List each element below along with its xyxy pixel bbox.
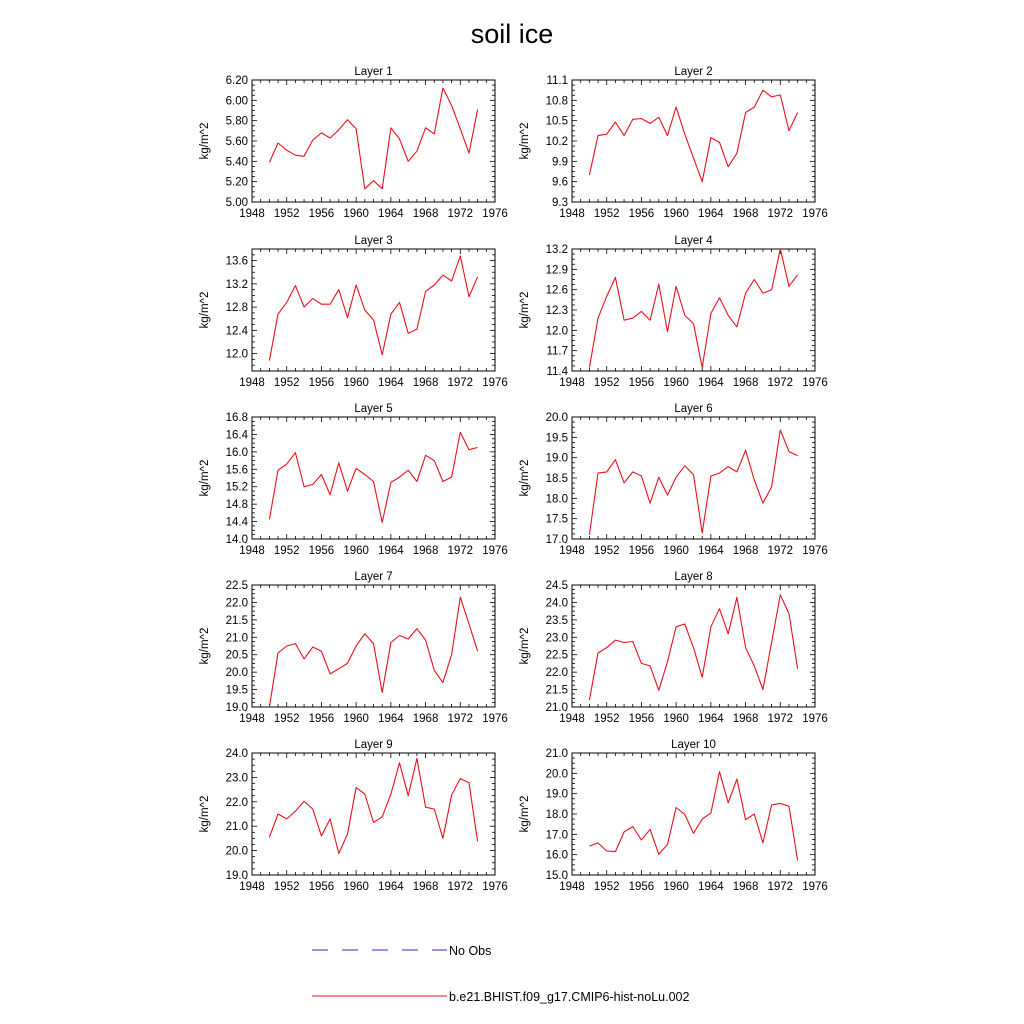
panel-7-ytick-label: 22.5	[225, 580, 248, 592]
panel-4-ytick-label: 11.4	[546, 366, 568, 378]
panel-9	[199, 739, 508, 893]
panel-7-xtick-label: 1956	[308, 713, 335, 725]
panel-7-ytick-label: 19.5	[225, 684, 248, 697]
panel-7-ytick-label: 19.0	[225, 702, 248, 714]
panel-4-xtick-label: 1968	[732, 377, 759, 389]
panel-10-series-line	[589, 772, 797, 861]
panel-7	[199, 571, 508, 725]
panel-4-series-line	[589, 249, 797, 368]
panel-6	[519, 403, 828, 557]
panel-3-series-line	[269, 256, 477, 361]
panel-8-ytick-label: 23.5	[545, 614, 568, 627]
panel-7-title: Layer 7	[354, 571, 393, 583]
panel-6-xtick-label: 1964	[698, 545, 724, 557]
panel-5-xtick-label: 1968	[412, 545, 439, 557]
panel-1-title: Layer 1	[354, 66, 393, 78]
panel-7-ytick-label: 20.0	[225, 667, 248, 680]
panel-1-frame	[252, 80, 495, 202]
panel-2-xtick-label: 1956	[628, 208, 655, 220]
panel-8-xtick-label: 1964	[698, 713, 724, 725]
panel-9-xtick-label: 1956	[308, 881, 335, 893]
panel-5-xtick-label: 1952	[273, 545, 300, 557]
panel-1-ytick-label: 5.80	[225, 115, 248, 128]
panel-6-ytick-label: 19.5	[545, 432, 568, 445]
panel-10-ytick-label: 20.0	[545, 768, 568, 781]
panel-9-xtick-label: 1964	[378, 881, 404, 893]
panel-2-title: Layer 2	[674, 66, 713, 78]
panel-6-xtick-label: 1952	[593, 545, 620, 557]
panel-9-ytick-label: 19.0	[225, 870, 248, 882]
panel-5-ylabel: kg/m^2	[199, 459, 211, 497]
panel-3-xtick-label: 1948	[239, 377, 265, 389]
panel-2-xtick-label: 1972	[767, 208, 794, 220]
panel-1-series-line	[269, 88, 477, 189]
panel-3-xtick-label: 1972	[447, 377, 474, 389]
panel-6-ytick-label: 18.0	[545, 493, 568, 506]
panel-5-xtick-label: 1956	[308, 545, 335, 557]
panel-4-xtick-label: 1960	[663, 377, 689, 389]
panel-2-xtick-label: 1976	[802, 208, 828, 220]
panel-5-ytick-label: 14.8	[225, 499, 248, 512]
panel-8	[519, 571, 828, 725]
panel-1	[199, 66, 508, 220]
panel-7-ytick-label: 21.5	[225, 614, 248, 627]
panel-8-xtick-label: 1968	[732, 713, 759, 725]
panel-6-series-line	[589, 430, 797, 535]
panel-7-xtick-label: 1968	[412, 713, 439, 725]
panel-8-title: Layer 8	[674, 571, 713, 583]
panel-10-ytick-label: 19.0	[545, 788, 568, 801]
panel-9-ytick-label: 22.0	[225, 796, 248, 809]
panel-6-xtick-label: 1968	[732, 545, 759, 557]
legend	[312, 944, 689, 1004]
legend-label-no-obs: No Obs	[449, 944, 492, 958]
panel-6-ytick-label: 19.0	[545, 452, 568, 465]
panel-3-ytick-label: 13.2	[225, 278, 248, 291]
panel-7-xtick-label: 1952	[273, 713, 300, 725]
panel-5-title: Layer 5	[354, 403, 393, 415]
panel-2-ytick-label: 10.2	[545, 136, 568, 148]
panel-7-xtick-label: 1976	[482, 713, 508, 725]
panel-6-xtick-label: 1976	[802, 545, 828, 557]
panel-10-ytick-label: 16.0	[545, 849, 568, 862]
panel-6-xtick-label: 1972	[767, 545, 794, 557]
panel-10-xtick-label: 1956	[628, 881, 655, 893]
figure-title: soil ice	[470, 19, 554, 49]
panel-4-title: Layer 4	[674, 235, 713, 247]
panel-1-xtick-label: 1952	[273, 208, 300, 220]
panel-5	[199, 403, 508, 557]
panel-7-series-line	[269, 597, 477, 707]
panel-3-ylabel: kg/m^2	[199, 291, 211, 329]
panel-1-xtick-label: 1960	[343, 208, 369, 220]
panel-10-xtick-label: 1960	[663, 881, 689, 893]
panel-9-ylabel: kg/m^2	[199, 795, 211, 833]
panel-7-xtick-label: 1948	[239, 713, 265, 725]
panel-3-xtick-label: 1960	[343, 377, 369, 389]
panel-8-ytick-label: 22.0	[545, 667, 568, 680]
panel-4-xtick-label: 1952	[593, 377, 620, 389]
panel-10-xtick-label: 1964	[698, 881, 724, 893]
panel-10-ytick-label: 15.0	[545, 870, 568, 882]
panel-9-ytick-label: 23.0	[225, 772, 248, 785]
panel-9-xtick-label: 1948	[239, 881, 265, 893]
panel-6-ytick-label: 20.0	[545, 412, 568, 424]
panel-3-xtick-label: 1952	[273, 377, 300, 389]
panel-8-ytick-label: 24.0	[545, 597, 568, 610]
panel-1-ylabel: kg/m^2	[199, 122, 211, 160]
panel-1-xtick-label: 1948	[239, 208, 265, 220]
panel-7-ylabel: kg/m^2	[199, 627, 211, 665]
panel-10-xtick-label: 1972	[767, 881, 794, 893]
legend-label-model-run: b.e21.BHIST.f09_g17.CMIP6-hist-noLu.002	[449, 990, 690, 1004]
panel-5-ytick-label: 14.4	[225, 516, 248, 529]
panel-4-ylabel: kg/m^2	[519, 291, 531, 329]
panel-2-ytick-label: 10.5	[545, 115, 568, 128]
panel-1-ytick-label: 5.40	[225, 156, 248, 169]
panel-4-ytick-label: 12.0	[545, 325, 568, 338]
panel-4-xtick-label: 1964	[698, 377, 724, 389]
panel-7-xtick-label: 1964	[378, 713, 404, 725]
panel-9-ytick-label: 24.0	[225, 748, 248, 760]
panel-8-ytick-label: 23.0	[545, 632, 568, 645]
panel-10-ytick-label: 21.0	[545, 748, 568, 760]
panel-6-xtick-label: 1956	[628, 545, 655, 557]
panel-9-xtick-label: 1960	[343, 881, 369, 893]
panel-2-xtick-label: 1952	[593, 208, 620, 220]
panel-2-xtick-label: 1948	[559, 208, 585, 220]
panel-3-xtick-label: 1956	[308, 377, 335, 389]
panel-4-frame	[572, 249, 815, 371]
panel-5-xtick-label: 1972	[447, 545, 474, 557]
panel-2-ylabel: kg/m^2	[519, 122, 531, 160]
panel-5-xtick-label: 1948	[239, 545, 265, 557]
panel-8-xtick-label: 1956	[628, 713, 655, 725]
panel-1-ytick-label: 5.60	[225, 136, 248, 148]
panel-8-xtick-label: 1972	[767, 713, 794, 725]
panel-2-xtick-label: 1960	[663, 208, 689, 220]
panel-2-ytick-label: 9.6	[552, 176, 568, 189]
panel-7-ytick-label: 21.0	[225, 632, 248, 645]
panel-5-frame	[252, 417, 495, 539]
panel-grid	[199, 66, 828, 893]
panel-4-ytick-label: 12.9	[545, 264, 568, 277]
panel-4-ytick-label: 12.3	[545, 305, 568, 317]
panel-3-ytick-label: 12.8	[225, 302, 248, 315]
panel-8-xtick-label: 1948	[559, 713, 585, 725]
panel-3-frame	[252, 249, 495, 371]
panel-10-title: Layer 10	[671, 739, 716, 751]
panel-5-series-line	[269, 432, 477, 522]
panel-3-ytick-label: 12.4	[225, 325, 248, 338]
panel-8-xtick-label: 1976	[802, 713, 828, 725]
panel-8-ytick-label: 24.5	[545, 580, 568, 592]
panel-5-xtick-label: 1964	[378, 545, 404, 557]
panel-1-ytick-label: 5.20	[225, 176, 248, 189]
panel-10-ytick-label: 18.0	[545, 809, 568, 821]
panel-6-ytick-label: 17.0	[545, 534, 568, 546]
panel-4-xtick-label: 1972	[767, 377, 794, 389]
panel-8-ylabel: kg/m^2	[519, 627, 531, 665]
panel-4	[519, 235, 828, 389]
panel-2-ytick-label: 11.1	[546, 75, 568, 87]
panel-9-frame	[252, 753, 495, 875]
panel-9-xtick-label: 1972	[447, 881, 474, 893]
panel-1-ytick-label: 6.20	[225, 75, 248, 87]
panel-1-xtick-label: 1968	[412, 208, 439, 220]
panel-5-ytick-label: 16.0	[225, 446, 248, 459]
panel-4-xtick-label: 1976	[802, 377, 828, 389]
panel-9-xtick-label: 1952	[273, 881, 300, 893]
panel-6-ylabel: kg/m^2	[519, 459, 531, 497]
panel-7-xtick-label: 1960	[343, 713, 369, 725]
panel-3-title: Layer 3	[354, 235, 393, 247]
panel-1-xtick-label: 1976	[482, 208, 508, 220]
panel-10-xtick-label: 1976	[802, 881, 828, 893]
panel-2	[519, 66, 828, 220]
panel-1-xtick-label: 1956	[308, 208, 335, 220]
panel-7-ytick-label: 20.5	[225, 649, 248, 662]
panel-3-xtick-label: 1968	[412, 377, 439, 389]
panel-5-ytick-label: 16.4	[225, 429, 248, 442]
panel-9-ytick-label: 21.0	[225, 821, 248, 834]
panel-1-ytick-label: 6.00	[225, 95, 248, 108]
legend-entry-no-obs	[312, 944, 491, 958]
panel-9-series-line	[269, 758, 477, 853]
panel-9-ytick-label: 20.0	[225, 845, 248, 858]
panel-9-xtick-label: 1968	[412, 881, 439, 893]
panel-5-xtick-label: 1976	[482, 545, 508, 557]
panel-10	[519, 739, 828, 893]
panel-8-xtick-label: 1960	[663, 713, 689, 725]
panel-5-xtick-label: 1960	[343, 545, 369, 557]
panel-2-ytick-label: 9.3	[552, 197, 568, 209]
panel-8-xtick-label: 1952	[593, 713, 620, 725]
panel-6-xtick-label: 1948	[559, 545, 585, 557]
panel-10-xtick-label: 1948	[559, 881, 585, 893]
panel-2-frame	[572, 80, 815, 202]
panel-10-xtick-label: 1968	[732, 881, 759, 893]
panel-10-ytick-label: 17.0	[545, 829, 568, 842]
panel-4-ytick-label: 11.7	[546, 345, 568, 358]
panel-4-ytick-label: 13.2	[545, 244, 568, 256]
panel-6-ytick-label: 18.5	[545, 473, 568, 485]
panel-3-xtick-label: 1976	[482, 377, 508, 389]
panel-8-ytick-label: 21.0	[545, 702, 568, 714]
panel-1-xtick-label: 1964	[378, 208, 404, 220]
panel-7-ytick-label: 22.0	[225, 597, 248, 610]
panel-1-ytick-label: 5.00	[225, 197, 248, 209]
panel-2-xtick-label: 1968	[732, 208, 759, 220]
panel-2-series-line	[589, 90, 797, 182]
panel-3-ytick-label: 13.6	[225, 255, 248, 268]
panel-8-ytick-label: 21.5	[545, 684, 568, 697]
panel-5-ytick-label: 16.8	[225, 412, 248, 424]
panel-2-ytick-label: 9.9	[552, 156, 568, 169]
panel-4-ytick-label: 12.6	[545, 284, 568, 297]
panel-3-ytick-label: 12.0	[225, 348, 248, 361]
panel-4-xtick-label: 1948	[559, 377, 585, 389]
legend-entry-model-run	[312, 990, 689, 1004]
panel-7-xtick-label: 1972	[447, 713, 474, 725]
panel-5-ytick-label: 15.6	[225, 464, 248, 477]
panel-8-series-line	[589, 595, 797, 700]
panel-10-ylabel: kg/m^2	[519, 795, 531, 833]
panel-4-xtick-label: 1956	[628, 377, 655, 389]
panel-8-ytick-label: 22.5	[545, 649, 568, 662]
panel-2-xtick-label: 1964	[698, 208, 724, 220]
panel-5-ytick-label: 15.2	[225, 481, 248, 494]
panel-9-xtick-label: 1976	[482, 881, 508, 893]
panel-6-xtick-label: 1960	[663, 545, 689, 557]
panel-9-title: Layer 9	[354, 739, 393, 751]
panel-2-ytick-label: 10.8	[545, 95, 568, 108]
panel-5-ytick-label: 14.0	[225, 534, 248, 546]
panel-3	[199, 235, 508, 389]
panel-10-xtick-label: 1952	[593, 881, 620, 893]
panel-6-ytick-label: 17.5	[545, 513, 568, 526]
panel-10-frame	[572, 753, 815, 875]
panel-3-xtick-label: 1964	[378, 377, 404, 389]
panel-1-xtick-label: 1972	[447, 208, 474, 220]
panel-6-title: Layer 6	[674, 403, 713, 415]
